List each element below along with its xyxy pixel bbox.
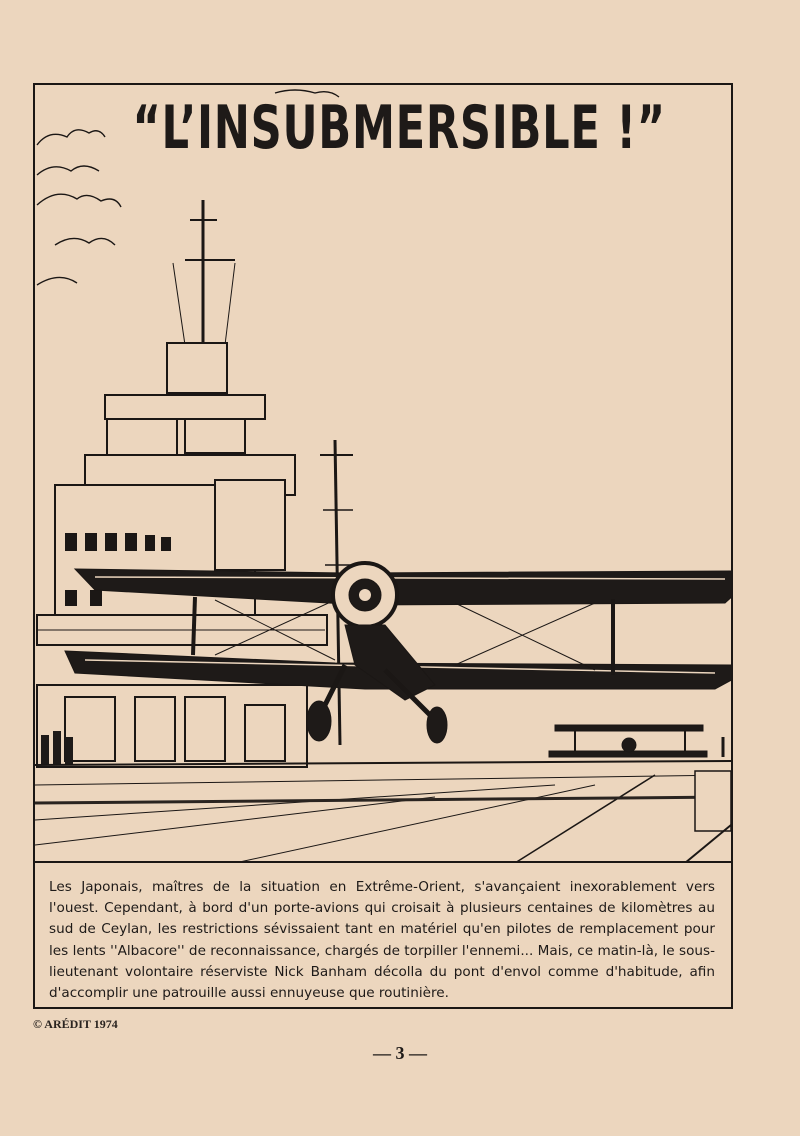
page-number: — 3 — [373,1043,427,1063]
illustration [35,85,731,863]
copyright-notice: © ARÉDIT 1974 [33,1017,118,1031]
caption-text: Les Japonais, maîtres de la situation en Extrême-Orient, s'avançaient inexorablement vers l'ouest. Cependant, à bord d'un porte-avions qui croisait à plusieurs centaines de kilomètres au sud de Ceylan, les restrictions sévissaient tant en matériel qu'en pilotes de remplacement pour les lents ''Albacore'' de reconnaissance, chargés de torpiller l'ennemi... Mais, ce matin-là, le sous-lieutenant volontaire réserviste Nick Banham décolla du pont d'envol comme d'habitude, afin d'accomplir une patrouille aussi ennuyeuse que routinière. [49,879,715,1002]
page-frame [33,83,733,1009]
flight-deck [35,761,731,863]
page-title: “L’INSUBMERSIBLE !” [132,93,666,163]
distant-biplane [549,725,723,757]
caption-box [35,861,731,1007]
